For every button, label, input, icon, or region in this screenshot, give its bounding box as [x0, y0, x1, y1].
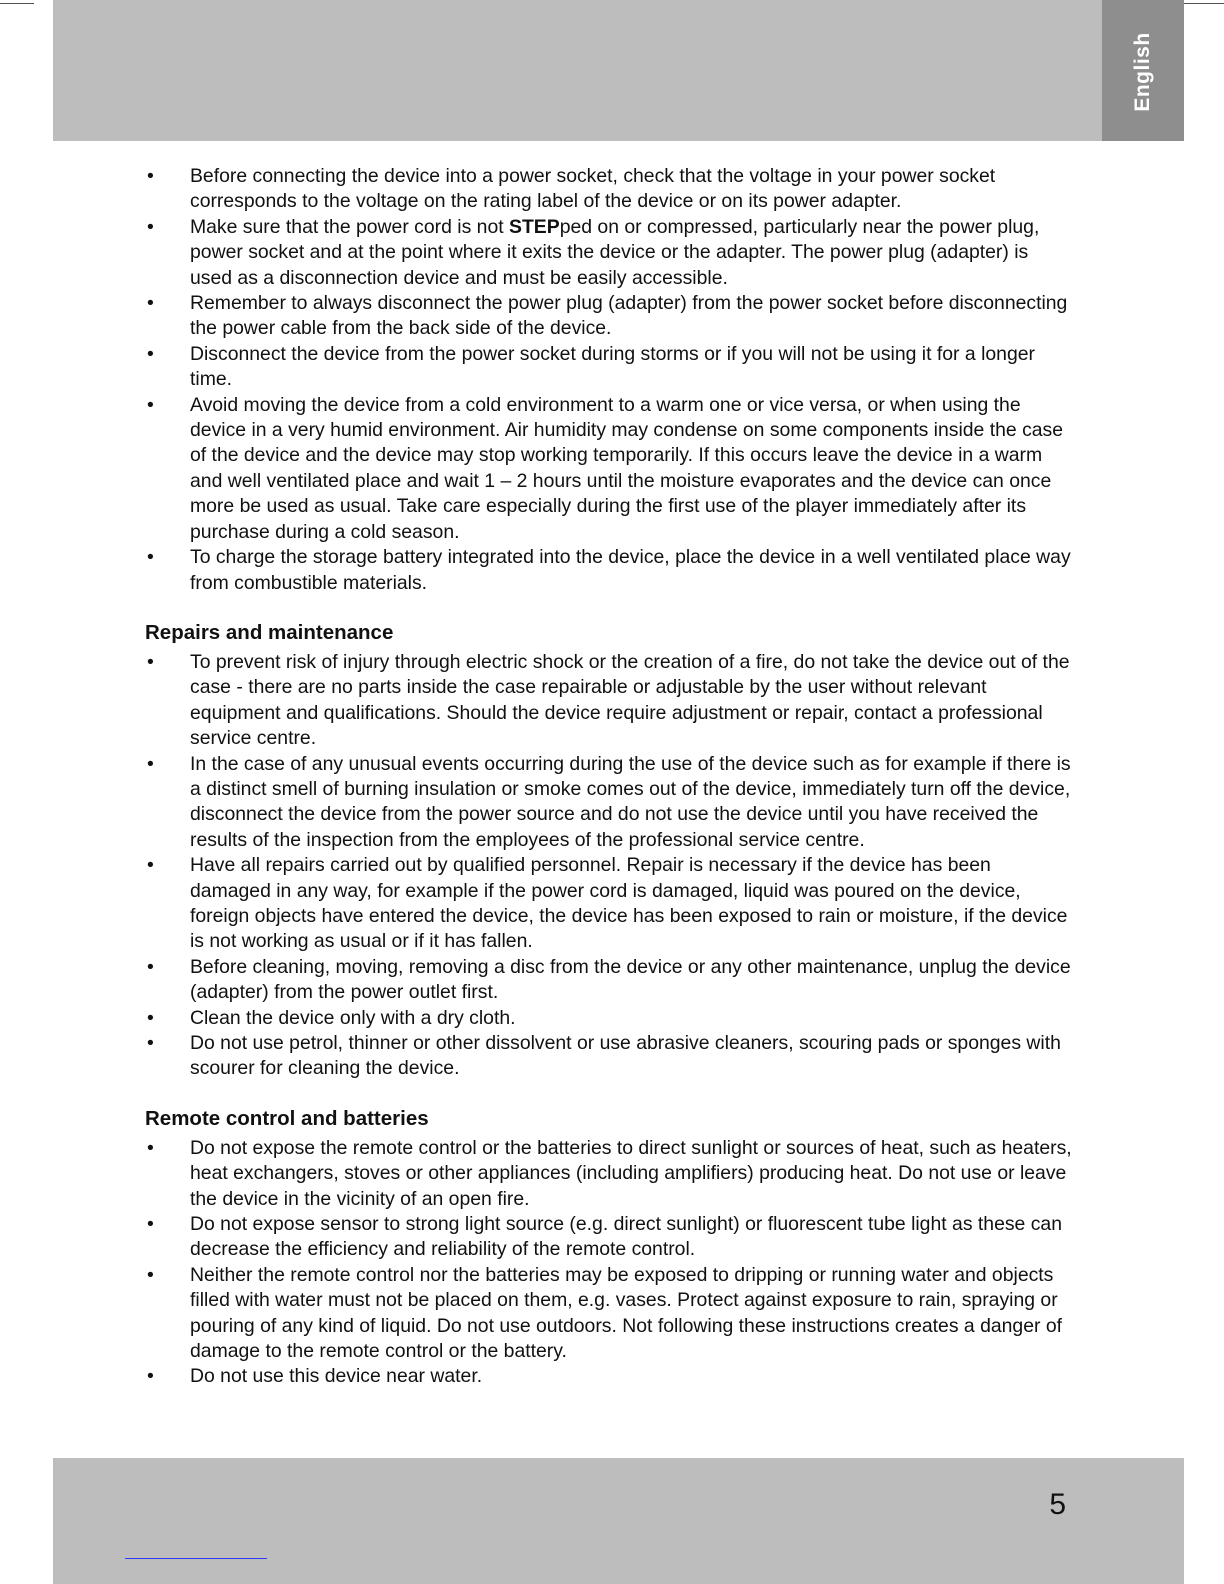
list-item: • Do not use petrol, thinner or other dissolvent or use abrasive cleaners, scouring pads or sponges with scourer for cleaning the device. — [145, 1031, 1075, 1082]
item-text: Make sure that the power cord is not — [190, 215, 510, 238]
list-item: • Clean the device only with a dry cloth. — [145, 1006, 1075, 1031]
remote-heading: Remote control and batteries — [145, 1106, 429, 1130]
repairs-heading: Repairs and maintenance — [145, 620, 394, 644]
list-item: • Remember to always disconnect the power plug (adapter) from the power socket before disconnecting the power cable from the back side of the device. — [145, 291, 1075, 342]
page-content — [145, 164, 1075, 1390]
item-text: ped on or compressed, particularly near the power plug, power socket and at the point where it exits the device or the adapter. The power plug (adapter) is used as a disconnection device and must be easily accessible. — [190, 215, 1040, 289]
crop-mark-left — [0, 3, 34, 4]
repairs-list — [145, 650, 1075, 1082]
list-item: • Before cleaning, moving, removing a disc from the device or any other maintenance, unplug the device (adapter) from the power outlet first. — [145, 955, 1075, 1006]
remote-list — [145, 1136, 1075, 1390]
footer-link-underline[interactable] — [125, 1558, 267, 1559]
language-tab — [1102, 0, 1184, 141]
list-item: • Have all repairs carried out by qualified personnel. Repair is necessary if the device has been damaged in any way, for example if the power cord is damaged, liquid was poured on the device, foreign objects have entered the device, the device has been exposed to rain or moisture, if the device is not working as usual or if it has fallen. — [145, 853, 1075, 955]
list-item: • To prevent risk of injury through electric shock or the creation of a fire, do not take the device out of the case - there are no parts inside the case repairable or adjustable by the user without relevant equipment and qualifications. Should the device require adjustment or repair, contact a professional service centre. — [145, 650, 1075, 752]
footer-band — [53, 1458, 1184, 1584]
page-number: 5 — [1049, 1488, 1066, 1521]
list-item: • Do not expose the remote control or the batteries to direct sunlight or sources of heat, such as heaters, heat exchangers, stoves or other appliances (including amplifiers) producing heat. Do not use or leave the device in the vicinity of an open fire. — [145, 1136, 1075, 1212]
list-item: • Do not expose sensor to strong light source (e.g. direct sunlight) or fluorescent tube light as these can decrease the efficiency and reliability of the remote control. — [145, 1212, 1075, 1263]
list-item: • Before connecting the device into a power socket, check that the voltage in your power socket corresponds to the voltage on the rating label of the device or on its power adapter. — [145, 164, 1075, 215]
list-item — [145, 215, 1075, 291]
header-band — [53, 0, 1184, 141]
list-item: • To charge the storage battery integrated into the device, place the device in a well ventilated place way from combustible materials. — [145, 545, 1075, 596]
language-tab-label: English — [1131, 32, 1154, 112]
list-item: • Avoid moving the device from a cold environment to a warm one or vice versa, or when using the device in a very humid environment. Air humidity may condense on some components inside the case of the device and the device may stop working temporarily. If this occurs leave the device in a warm and well ventilated place and wait 1 – 2 hours until the moisture evaporates and the device can once more be used as usual. Take care especially during the first use of the player immediately after its purchase during a cold season. — [145, 393, 1075, 545]
list-item: • In the case of any unusual events occurring during the use of the device such as for example if there is a distinct smell of burning insulation or smoke comes out of the device, immediately turn off the device, disconnect the device from the power source and do not use the device until you have received the results of the inspection from the employees of the professional service centre. — [145, 752, 1075, 854]
bold-text: STEP — [509, 215, 560, 238]
intro-list — [145, 164, 1075, 596]
list-item: • Neither the remote control nor the batteries may be exposed to dripping or running water and objects filled with water must not be placed on them, e.g. vases. Protect against exposure to rain, spraying or pouring of any kind of liquid. Do not use outdoors. Not following these instructions creates a danger of damage to the remote control or the battery. — [145, 1263, 1075, 1365]
list-item: • Disconnect the device from the power socket during storms or if you will not be using it for a longer time. — [145, 342, 1075, 393]
list-item: • Do not use this device near water. — [145, 1364, 1075, 1389]
